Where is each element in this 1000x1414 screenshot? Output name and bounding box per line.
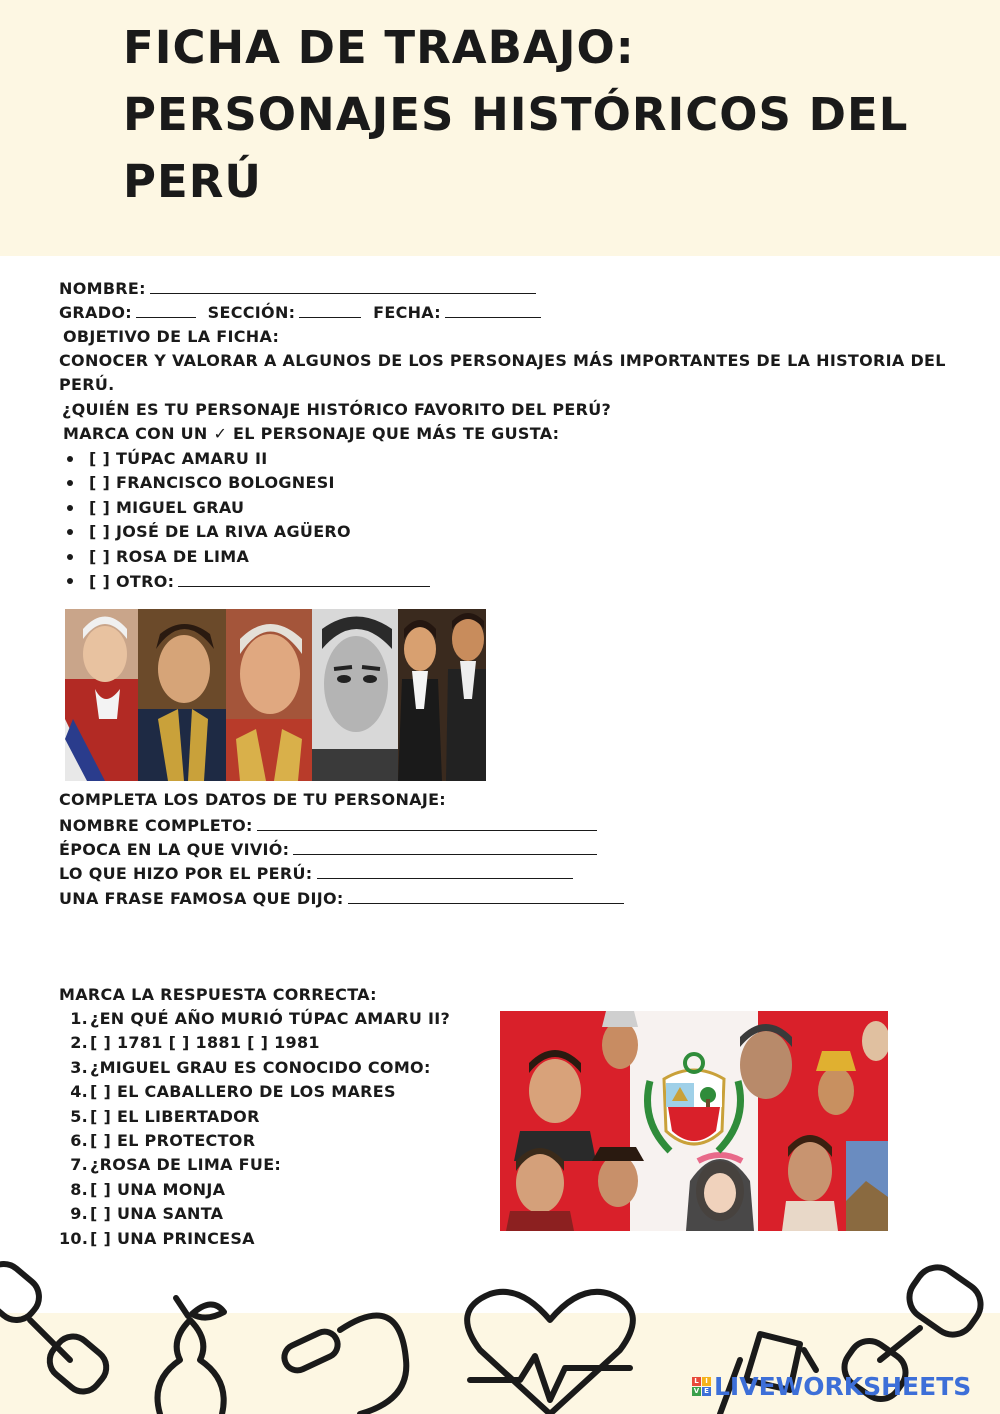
quiz-item xyxy=(59,1056,450,1080)
page-title xyxy=(123,14,943,215)
quiz-item-number: 5. xyxy=(70,1106,88,1126)
objective-heading: OBJETIVO DE LA FICHA: xyxy=(63,327,280,346)
frase-label: UNA FRASE FAMOSA QUE DIJO: xyxy=(59,889,344,908)
seccion-blank[interactable] xyxy=(299,300,361,318)
nombre-blank[interactable] xyxy=(150,276,536,294)
option-riva-aguero[interactable]: [ ] JOSÉ DE LA RIVA AGÜERO xyxy=(64,520,430,544)
peru-heroes-collage xyxy=(500,1011,888,1231)
quiz-item-text: ¿EN QUÉ AÑO MURIÓ TÚPAC AMARU II? xyxy=(90,1009,451,1028)
details-heading: COMPLETA LOS DATOS DE TU PERSONAJE: xyxy=(59,790,447,809)
quiz-item[interactable] xyxy=(59,1227,450,1251)
quiz-heading: MARCA LA RESPUESTA CORRECTA: xyxy=(59,985,377,1004)
quiz-item xyxy=(59,1007,450,1031)
quiz-item xyxy=(59,1153,450,1177)
quiz-item-number: 4. xyxy=(70,1082,88,1102)
portraits-strip xyxy=(65,609,486,781)
nombre-completo-row xyxy=(59,813,597,838)
quiz-item[interactable] xyxy=(59,1202,450,1226)
fecha-label: FECHA: xyxy=(373,303,441,322)
objective-line-1: CONOCER Y VALORAR A ALGUNOS DE LOS PERSONAJES MÁS IMPORTANTES DE LA HISTORIA DEL xyxy=(59,351,946,370)
logo-letter: I xyxy=(702,1377,711,1386)
title-line-1: FICHA DE TRABAJO: xyxy=(123,21,635,74)
option-grau[interactable]: [ ] MIGUEL GRAU xyxy=(64,496,430,520)
quiz-item-text: ¿ROSA DE LIMA FUE: xyxy=(90,1155,282,1175)
heart-icon xyxy=(467,1292,633,1414)
quiz-item[interactable] xyxy=(59,1080,450,1104)
capsule-icon xyxy=(280,1315,406,1414)
option-otro-label: [ ] OTRO: xyxy=(89,572,175,592)
pear-icon xyxy=(158,1298,225,1414)
quiz-item-text: [ ] 1781 [ ] 1881 [ ] 1981 xyxy=(90,1033,320,1053)
quiz-item-text: [ ] UNA SANTA xyxy=(90,1204,224,1224)
quiz-item-text: ¿MIGUEL GRAU ES CONOCIDO COMO: xyxy=(90,1057,431,1077)
quiz-item-text: [ ] EL PROTECTOR xyxy=(90,1131,256,1151)
quiz-item-number: 2. xyxy=(70,1033,88,1053)
lo-que-hizo-row xyxy=(59,861,573,886)
quiz-list xyxy=(59,1007,450,1251)
epoca-label: ÉPOCA EN LA QUE VIVIÓ: xyxy=(59,840,290,859)
name-row xyxy=(59,276,536,301)
otro-blank[interactable] xyxy=(178,569,430,587)
option-otro[interactable] xyxy=(64,569,430,594)
epoca-row xyxy=(59,837,597,862)
quiz-item-number: 8. xyxy=(70,1179,88,1199)
quiz-item[interactable] xyxy=(59,1129,450,1153)
portrait-3 xyxy=(226,609,312,781)
quiz-item-number: 7. xyxy=(70,1155,88,1175)
title-line-2: PERSONAJES HISTÓRICOS DEL xyxy=(123,88,909,141)
nombre-completo-blank[interactable] xyxy=(257,813,597,831)
quiz-item-text: [ ] UNA MONJA xyxy=(90,1179,226,1199)
lo-que-hizo-blank[interactable] xyxy=(317,861,573,879)
logo-letter: V xyxy=(693,1387,700,1395)
epoca-blank[interactable] xyxy=(293,837,597,855)
seccion-label: SECCIÓN: xyxy=(207,303,296,322)
favorite-options xyxy=(64,447,430,594)
grado-label: GRADO: xyxy=(59,303,132,322)
quiz-item-text: [ ] EL CABALLERO DE LOS MARES xyxy=(90,1082,396,1102)
option-tupac-amaru[interactable]: [ ] TÚPAC AMARU II xyxy=(64,447,430,471)
liveworksheets-logo-icon xyxy=(692,1377,711,1396)
favorite-question: ¿QUIÉN ES TU PERSONAJE HISTÓRICO FAVORITO DEL PERÚ? xyxy=(62,400,612,419)
quiz-item[interactable] xyxy=(59,1031,450,1055)
nombre-label: NOMBRE: xyxy=(59,279,146,298)
fecha-blank[interactable] xyxy=(445,300,541,318)
quiz-item-number: 10. xyxy=(59,1228,89,1248)
dumbbell-icon xyxy=(0,1256,114,1399)
logo-letter: E xyxy=(702,1387,711,1396)
objective-line-2: PERÚ. xyxy=(59,375,115,394)
quiz-item[interactable] xyxy=(59,1178,450,1202)
favorite-instruction: MARCA CON UN ✓ EL PERSONAJE QUE MÁS TE GUSTA: xyxy=(63,424,560,443)
frase-blank[interactable] xyxy=(348,886,624,904)
logo-letter: L xyxy=(692,1377,701,1386)
portrait-2 xyxy=(138,609,226,781)
grado-blank[interactable] xyxy=(136,300,196,318)
quiz-item-number: 6. xyxy=(70,1131,88,1151)
portrait-5 xyxy=(398,609,486,781)
watermark-text: LIVEWORKSHEETS xyxy=(714,1372,972,1401)
nombre-completo-label: NOMBRE COMPLETO: xyxy=(59,816,253,835)
title-line-3: PERÚ xyxy=(123,155,262,208)
option-rosa-de-lima[interactable]: [ ] ROSA DE LIMA xyxy=(64,545,430,569)
quiz-item-text: [ ] UNA PRINCESA xyxy=(90,1228,255,1248)
quiz-item-number: 3. xyxy=(70,1057,88,1077)
quiz-item-number: 9. xyxy=(70,1204,88,1224)
frase-row xyxy=(59,886,624,911)
grade-row xyxy=(59,300,541,325)
quiz-item[interactable] xyxy=(59,1105,450,1129)
quiz-item-number: 1. xyxy=(70,1009,88,1028)
option-bolognesi[interactable]: [ ] FRANCISCO BOLOGNESI xyxy=(64,471,430,495)
quiz-item-text: [ ] EL LIBERTADOR xyxy=(90,1106,260,1126)
portrait-1 xyxy=(65,609,138,781)
portrait-4 xyxy=(312,609,398,781)
liveworksheets-watermark[interactable] xyxy=(692,1372,971,1401)
lo-que-hizo-label: LO QUE HIZO POR EL PERÚ: xyxy=(59,864,313,883)
